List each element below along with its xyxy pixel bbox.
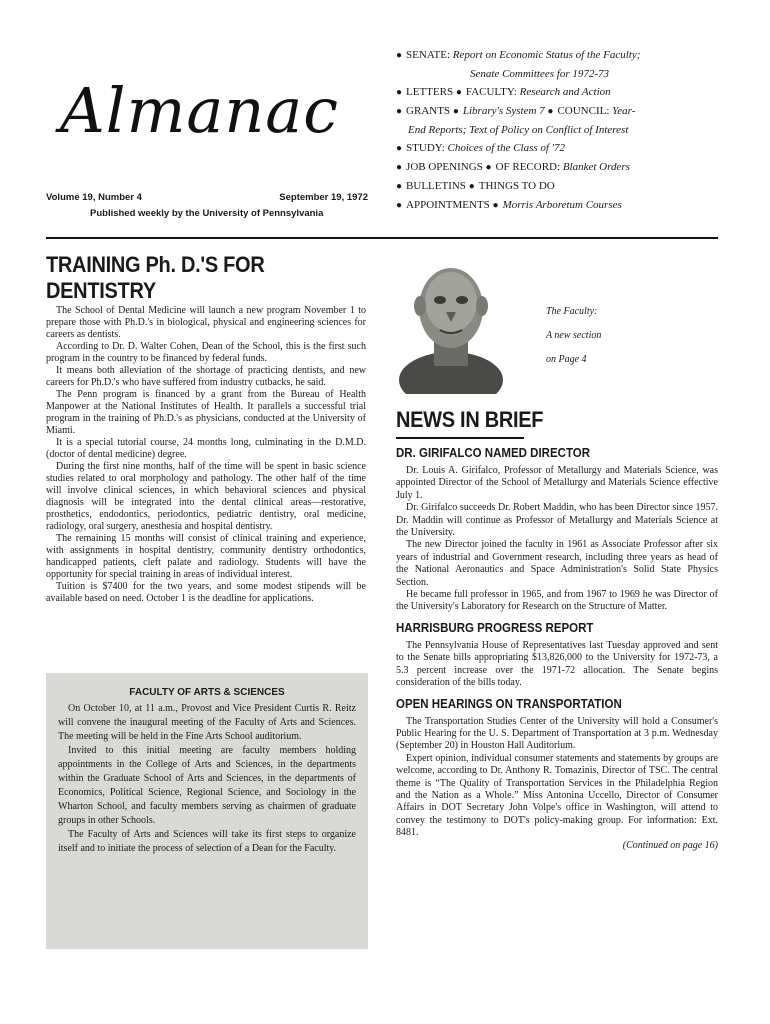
contents-senate[interactable]: ● SENATE: Report on Economic Status of the Faculty; [396, 49, 641, 61]
box-paragraph: Invited to this initial meeting are faculty members holding appointments in the College of Arts and Sciences, in the departments within the Graduate School of Arts and Sciences, in the departments of Economics, Political Science, Regional Science, and Sociology in the Wharton School, and faculty members serving as chairmen of graduate groups in other Schools. [58, 745, 356, 826]
contents-letters-faculty[interactable]: ● LETTERS ● FACULTY: Research and Action [396, 86, 611, 98]
contents-senate-cont: Senate Committees for 1972-73 [470, 68, 610, 80]
masthead-rule [46, 237, 718, 239]
contents-jobs-record[interactable]: ● JOB OPENINGS ● OF RECORD: Blanket Orders [396, 161, 630, 173]
bullet-icon: ● [492, 200, 499, 211]
article-paragraph: It is a special tutorial course, 24 months long, culminating in the D.M.D. (doctor of dental medicine) degree. [46, 437, 366, 460]
bullet-icon: ● [468, 181, 475, 192]
bullet-icon: ● [396, 50, 403, 61]
contents-appointments[interactable]: ● APPOINTMENTS ● Morris Arboretum Courses [396, 199, 622, 211]
bullet-icon: ● [396, 143, 403, 154]
faculty-arts-sciences-box [46, 673, 368, 949]
news-paragraph: The Pennsylvania House of Representatives last Tuesday approved and sent to the Senate bills appropriating $13,826,000 to the University for 1972-73, a 5.3 percent increase over the 1971-72 allocation. The Senate begins consideration of the bills today. [396, 639, 718, 689]
contents-list [396, 46, 736, 215]
dentistry-headline: TRAINING Ph. D.'S FOR DENTISTRY [46, 253, 265, 304]
issue-date: September 19, 1972 [279, 192, 368, 203]
contents-council-cont: End Reports; Text of Policy on Conflict of Interest [408, 124, 629, 136]
bullet-icon: ● [396, 106, 403, 117]
volume-line [46, 192, 368, 203]
box-title: FACULTY OF ARTS & SCIENCES [129, 687, 285, 698]
contents-study[interactable]: ● STUDY: Choices of the Class of '72 [396, 142, 566, 154]
box-paragraph: The Faculty of Arts and Sciences will take its first steps to organize itself and to initiate the process of selection of a Dean for the Faculty. [58, 829, 356, 854]
bullet-icon: ● [396, 87, 403, 98]
bullet-icon: ● [547, 106, 554, 117]
transportation-title: OPEN HEARINGS ON TRANSPORTATION [396, 697, 622, 711]
article-paragraph: According to Dr. D. Walter Cohen, Dean of the School, this is the first such program in the country to be financed by federal funds. [46, 341, 366, 364]
article-paragraph: The School of Dental Medicine will launch a new program November 1 to prepare those with Ph.D.'s in biological, physical and engineering sciences for careers as dentists. [46, 305, 366, 340]
box-paragraph: On October 10, at 11 a.m., Provost and Vice President Curtis R. Reitz will convene the inaugural meeting of the Faculty of Arts and Sciences. The meeting will be held in the Fine Arts School auditorium. [58, 703, 356, 742]
bullet-icon: ● [396, 200, 403, 211]
girifalco-title: DR. GIRIFALCO NAMED DIRECTOR [396, 447, 591, 461]
news-paragraph: Dr. Louis A. Girifalco, Professor of Metallurgy and Materials Science, was appointed Director of the School of Metallurgy and Materials Science effective July 1. [396, 465, 718, 501]
continued-link[interactable]: (Continued on page 16) [622, 839, 718, 851]
article-paragraph: Tuition is $7400 for the two years, and some modest stipends will be available based on need. October 1 is the deadline for applications. [46, 581, 366, 604]
harrisburg-title: HARRISBURG PROGRESS REPORT [396, 621, 594, 636]
article-paragraph: It means both alleviation of the shortage of practicing dentists, and new careers for Ph.D.'s who have suffered from industry cutbacks, he said. [46, 365, 366, 388]
bullet-icon: ● [396, 181, 403, 192]
sculpture-photo [398, 260, 504, 394]
caption-line: A new section [546, 330, 602, 341]
bullet-icon: ● [452, 106, 459, 117]
photo-caption [546, 300, 601, 372]
contents-bulletins[interactable]: ● BULLETINS ● THINGS TO DO [396, 180, 555, 192]
dentistry-article [46, 253, 366, 605]
news-paragraph: He became full professor in 1965, and from 1967 to 1969 he was Director of the University's Laboratory for Research on the Structure of Matter. [396, 589, 718, 613]
news-paragraph: The Transportation Studies Center of the University will hold a Consumer's Public Hearing for the U. S. Department of Transportation at 3 p.m. Wednesday (September 20) in Houston Hall Auditorium. [396, 715, 718, 752]
contents-grants-council[interactable]: ● GRANTS ● Library's System 7 ● COUNCIL: Year- [396, 105, 636, 117]
bullet-icon: ● [455, 87, 462, 98]
news-rule [396, 437, 524, 439]
news-heading: NEWS IN BRIEF [396, 408, 544, 433]
article-paragraph: The remaining 15 months will consist of clinical training and experience, with assignments in hospital dentistry, community dentistry orthodontics, handicapped patients, cleft palate and radiology. Students will have the opportunity for special training in areas of individual interest. [46, 533, 366, 580]
bullet-icon: ● [485, 162, 492, 173]
masthead-title: Almanac [60, 74, 339, 147]
news-paragraph: The new Director joined the faculty in 1961 as Associate Professor after six years of industrial and Government research, including three years as head of the National Aeronautics and Space Administration's Solid State Physics Section. [396, 539, 718, 588]
caption-line: The Faculty: [546, 306, 598, 317]
bullet-icon: ● [396, 162, 403, 173]
publisher-line: Published weekly by the University of Pennsylvania [90, 208, 324, 219]
volume-number: Volume 19, Number 4 [46, 192, 142, 203]
news-in-brief [396, 408, 718, 852]
article-paragraph: The Penn program is financed by a grant from the Bureau of Health Manpower at the National Institutes of Health. It parallels a successful trial program in the training of Ph.D.'s as physicians, conducted at the University of Miami. [46, 389, 366, 436]
article-paragraph: During the first nine months, half of the time will be spent in basic science studies related to oral morphology and pathology. The other half of the time will involve clinical sciences, in which behavioral sciences and physical diagnosis will be integrated into the dental clinical areas—restorative, prosthetics, endodontics, periodontics, pediatric dentistry, oral medicine, radiology, oral surgery, anesthesia and hospital dentistry. [46, 461, 366, 532]
caption-line: on Page 4 [546, 354, 587, 365]
news-paragraph: Dr. Girifalco succeeds Dr. Robert Maddin, who has been Director since 1957. Dr. Maddin will continue as Professor of Metallurgy and Materials Science at the University. [396, 502, 718, 539]
news-paragraph: Expert opinion, individual consumer statements and statements by groups are welcome, according to Dr. Anthony R. Tomazinis, Director of TSC. The central theme is “The Quality of Transportation Services in the Philadelphia Region and the Nation as a Whole.” Miss Antonina Uccello, Director of Consumer Affairs in DOT Secretary John Volpe's office in Washington, will attend to convey the testimony to DOT's policy-making group. For information: Ext. 8481. [396, 752, 718, 839]
